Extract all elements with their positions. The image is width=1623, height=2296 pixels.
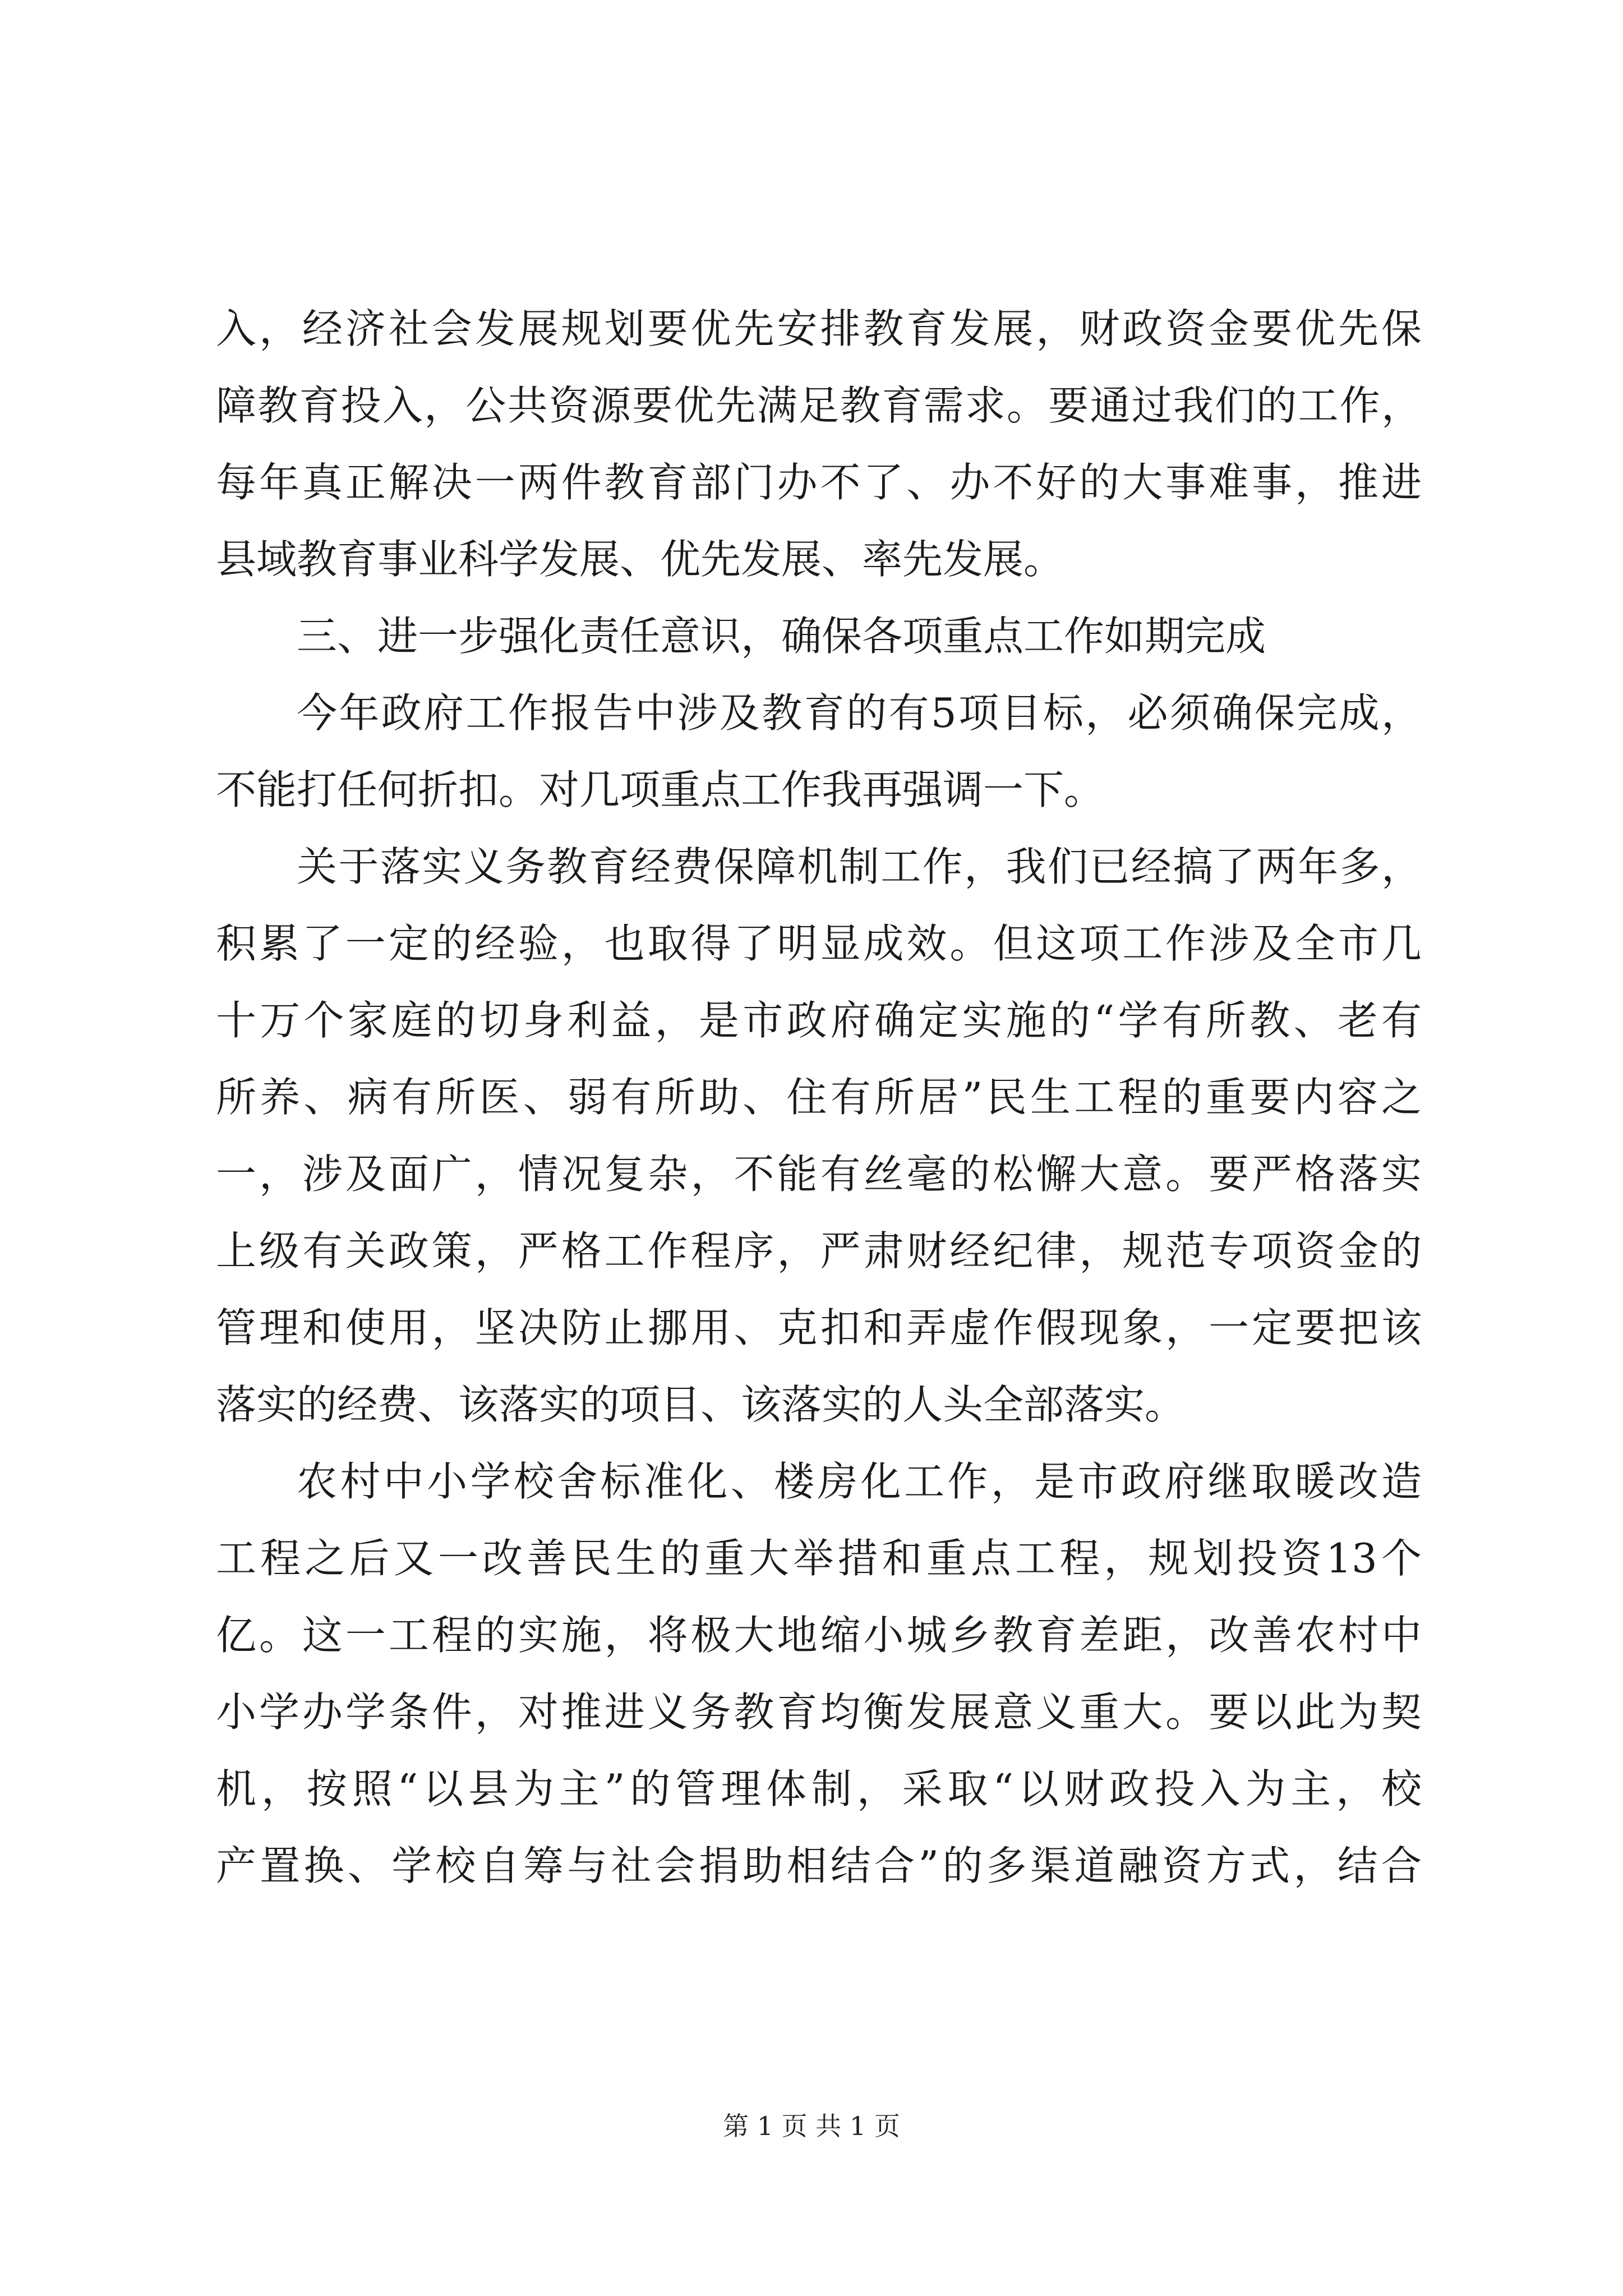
- text-line: 不能打任何折扣。对几项重点工作我再强调一下。: [216, 766, 1105, 813]
- text-line: 积累了一定的经验，也取得了明显成效。但这项工作涉及全市几: [216, 920, 1422, 967]
- text-line: 产置换、学校自筹与社会捐助相结合”的多渠道融资方式，结合: [216, 1842, 1422, 1889]
- text-line: 一，涉及面广，情况复杂，不能有丝毫的松懈大意。要严格落实: [216, 1151, 1422, 1198]
- text-line: 管理和使用，坚决防止挪用、克扣和弄虚作假现象，一定要把该: [216, 1304, 1422, 1351]
- body-text: [216, 291, 1422, 1904]
- text-line: 关于落实义务教育经费保障机制工作，我们已经搞了两年多，: [297, 843, 1422, 890]
- text-line: 今年政府工作报告中涉及教育的有5项目标，必须确保完成，: [297, 689, 1422, 737]
- text-line: 所养、病有所医、弱有所助、住有所居”民生工程的重要内容之: [216, 1074, 1422, 1121]
- text-line: 入，经济社会发展规划要优先安排教育发展，财政资金要优先保: [216, 305, 1422, 352]
- text-line: 亿。这一工程的实施，将极大地缩小城乡教育差距，改善农村中: [216, 1612, 1422, 1659]
- text-line: 县域教育事业科学发展、优先发展、率先发展。: [216, 536, 1064, 583]
- text-line: 工程之后又一改善民生的重大举措和重点工程，规划投资13个: [216, 1535, 1422, 1582]
- page-footer: 第 1 页 共 1 页: [723, 2111, 900, 2141]
- text-line: 农村中小学校舍标准化、楼房化工作，是市政府继取暖改造: [297, 1458, 1422, 1505]
- text-line: 机，按照“以县为主”的管理体制，采取“以财政投入为主，校: [216, 1765, 1422, 1812]
- text-line: 每年真正解决一两件教育部门办不了、办不好的大事难事，推进: [216, 459, 1422, 506]
- text-line: 十万个家庭的切身利益，是市政府确定实施的“学有所教、老有: [216, 997, 1422, 1044]
- text-line: 上级有关政策，严格工作程序，严肃财经纪律，规范专项资金的: [216, 1227, 1422, 1274]
- text-line: 小学办学条件，对推进义务教育均衡发展意义重大。要以此为契: [216, 1688, 1422, 1736]
- text-line: 障教育投入，公共资源要优先满足教育需求。要通过我们的工作，: [216, 382, 1422, 429]
- text-line: 三、进一步强化责任意识，确保各项重点工作如期完成: [297, 613, 1266, 660]
- text-line: 落实的经费、该落实的项目、该落实的人头全部落实。: [216, 1381, 1186, 1428]
